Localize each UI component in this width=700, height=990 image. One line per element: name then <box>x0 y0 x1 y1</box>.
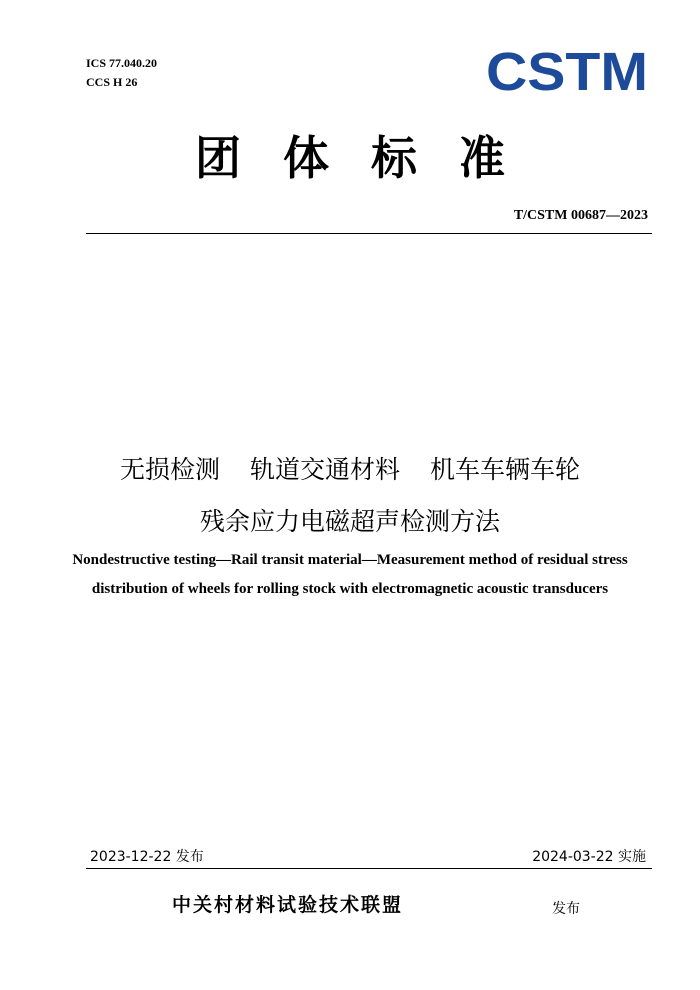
publisher-action: 发布 <box>552 901 580 917</box>
title-cn-line2: 残余应力电磁超声检测方法 <box>199 507 500 536</box>
standard-number: T/CSTM 00687—2023 <box>513 208 648 223</box>
header-divider <box>86 233 652 234</box>
title-cn-line1 <box>0 450 700 486</box>
publisher-name: 中关村材料试验技术联盟 <box>172 894 404 916</box>
implementation-date: 2024-03-22 实施 <box>532 849 646 865</box>
classification-codes <box>86 54 157 92</box>
cstm-logo <box>484 44 650 94</box>
category-title: 团体标准 <box>195 131 547 185</box>
title-cn-part2: 轨道交通材料 <box>249 455 400 484</box>
title-cn-part3: 机车车辆车轮 <box>430 455 581 484</box>
issue-date: 2023-12-22 发布 <box>90 849 204 865</box>
ccs-code: CCS H 26 <box>86 75 138 89</box>
title-cn-part1: 无损检测 <box>119 455 220 484</box>
title-en: Nondestructive testing—Rail transit material—Measurement method of residual stress distribution of wheels for rolling stock with electromagnetic acoustic transducers <box>72 552 628 597</box>
ics-code: ICS 77.040.20 <box>86 56 158 70</box>
footer-divider <box>86 868 652 869</box>
logo-text: CSTM <box>486 44 648 94</box>
